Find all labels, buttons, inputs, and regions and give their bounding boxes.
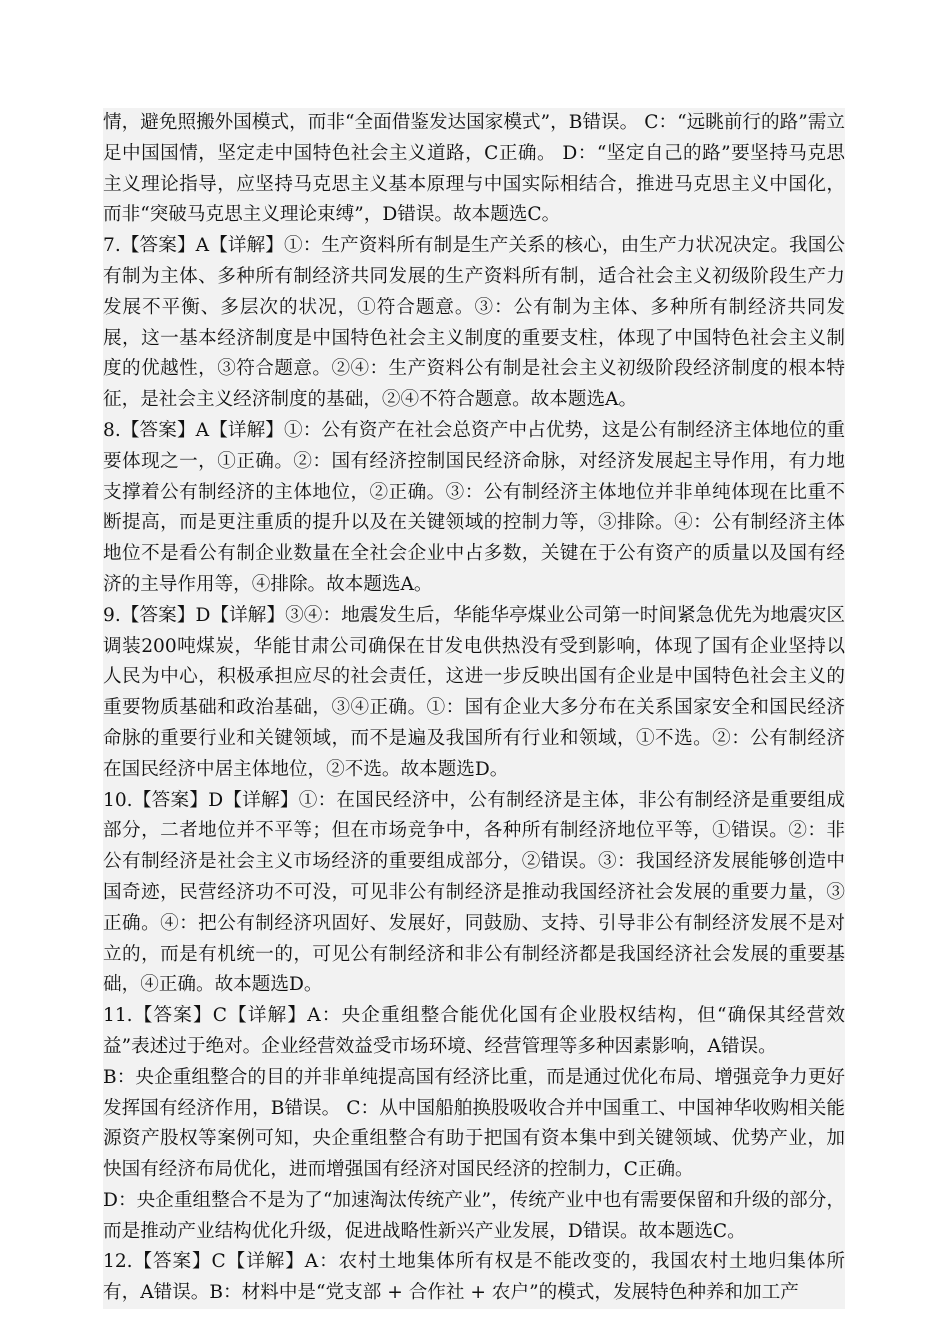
answer-11-option-d: D：央企重组整合不是为了“加速淘汰传统产业”，传统产业中也有需要保留和升级的部分，而是推动产业结构优化升级，促进战略性新兴产业发展，D错误。故本题选C。 (103, 1189, 845, 1242)
answer-9: 9.【答案】D【详解】③④：地震发生后，华能华亭煤业公司第一时间紧急优先为地震灾区调装200吨煤炭，华能甘肃公司确保在甘发电供热没有受到影响，体现了国有企业坚持以人民为中心，积极承担应尽的社会责任，这进一步反映出国有企业是中国特色社会主义的重要物质基础和政治基础，③④正确。①：国有企业大多分布在关系国家安全和国民经济命脉的重要行业和关键领域，而不是遍及我国所有行业和领域，①不选。②：公有制经济在国民经济中居主体地位，②不选。故本题选D。 (103, 604, 845, 780)
paragraph-1: 情，避免照搬外国模式，而非“全面借鉴发达国家模式”，B错误。 C：“远眺前行的路”需立足中国国情，坚定走中国特色社会主义道路，C正确。 D：“坚定自己的路”要坚持马克思主义理论指导，应坚持马克思主义基本原理与中国实际相结合，推进马克思主义中国化，而非“突破马克思主义理论束缚”，D错误。故本题选C。 (103, 112, 845, 226)
answer-explanations (103, 108, 845, 1309)
answer-12: 12.【答案】C【详解】A：农村土地集体所有权是不能改变的，我国农村土地归集体所有，A错误。B：材料中是“党支部 + 合作社 + 农户”的模式，发展特色种养和加工产 (103, 1251, 845, 1304)
answer-10: 10.【答案】D【详解】①：在国民经济中，公有制经济是主体，非公有制经济是重要组成部分，二者地位并不平等；但在市场竞争中，各种所有制经济地位平等，①错误。②：非公有制经济是社会主义市场经济的重要组成部分，②错误。③：我国经济发展能够创造中国奇迹，民营经济功不可没，可见非公有制经济是推动我国经济社会发展的重要力量，③正确。④：把公有制经济巩固好、发展好，同鼓励、支持、引导非公有制经济发展不是对立的，而是有机统一的，可见公有制经济和非公有制经济都是我国经济社会发展的重要基础，④正确。故本题选D。 (103, 789, 845, 996)
answer-11: 11.【答案】C【详解】A：央企重组整合能优化国有企业股权结构，但“确保其经营效益”表述过于绝对。企业经营效益受市场环境、经营管理等多种因素影响，A错误。 (103, 1005, 845, 1057)
answer-8: 8.【答案】A【详解】①：公有资产在社会总资产中占优势，这是公有制经济主体地位的重要体现之一，①正确。②：国有经济控制国民经济命脉，对经济发展起主导作用，有力地支撑着公有制经济的主体地位，②正确。③：公有制经济主体地位并非单纯体现在比重不断提高，而是更注重质的提升以及在关键领域的控制力等，③排除。④：公有制经济主体地位不是看公有制企业数量在全社会企业中占多数，关键在于公有资产的质量以及国有经济的主导作用等，④排除。故本题选A。 (103, 419, 845, 595)
answer-11-option-b-c: B：央企重组整合的目的并非单纯提高国有经济比重，而是通过优化布局、增强竞争力更好发挥国有经济作用，B错误。 C：从中国船舶换股吸收合并中国重工、中国神华收购相关能源资产股权等案例可知，央企重组整合有助于把国有资本集中到关键领域、优势产业，加快国有经济布局优化，进而增强国有经济对国民经济的控制力，C正确。 (103, 1066, 845, 1181)
answer-7: 7.【答案】A【详解】①：生产资料所有制是生产关系的核心，由生产力状况决定。我国公有制为主体、多种所有制经济共同发展的生产资料所有制，适合社会主义初级阶段生产力发展不平衡、多层次的状况，①符合题意。③：公有制为主体、多种所有制经济共同发展，这一基本经济制度是中国特色社会主义制度的重要支柱，体现了中国特色社会主义制度的优越性，③符合题意。②④：生产资料公有制是社会主义初级阶段经济制度的根本特征，是社会主义经济制度的基础，②④不符合题意。故本题选A。 (103, 235, 845, 411)
